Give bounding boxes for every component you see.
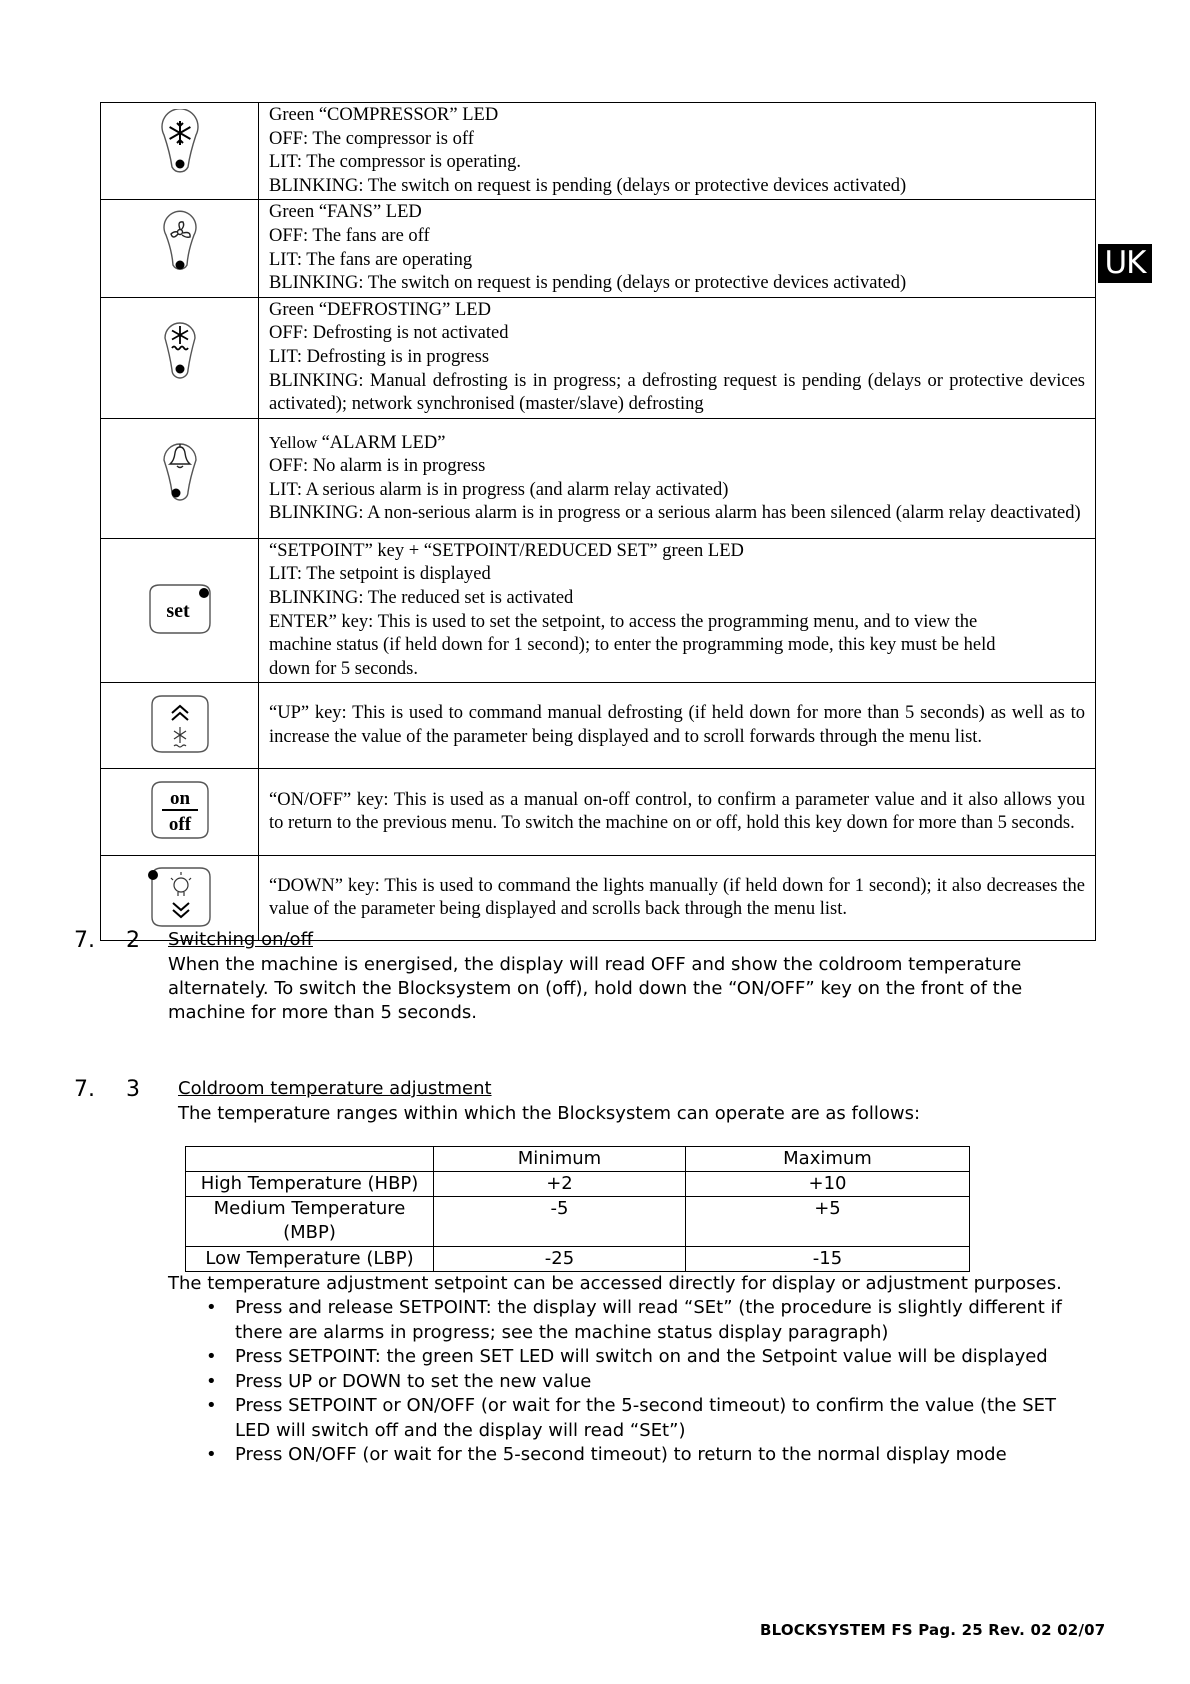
set-key-enter-line-2: machine status (if held down for 1 second); to enter the programming mode, this key must be held — [269, 635, 996, 656]
section-title-switching: Switching on/off — [168, 929, 313, 950]
bullet-dot: • — [206, 1444, 217, 1465]
set-key-description — [259, 538, 1096, 683]
alarm-led-title-prefix: Yellow — [269, 432, 322, 452]
table-header-maximum: Maximum — [686, 1147, 970, 1172]
range-max: +5 — [686, 1197, 970, 1247]
range-max: +10 — [686, 1172, 970, 1197]
range-label: High Temperature (HBP) — [186, 1172, 434, 1197]
procedure-step: Press and release SETPOINT: the display will read “SEt” (the procedure is slightly different if there are alarms in progress; see the machine status display paragraph) — [235, 1297, 1062, 1343]
alarm-led-description — [259, 418, 1096, 538]
switching-line: When the machine is energised, the display will read OFF and show the coldroom temperature — [168, 954, 1022, 975]
fan-led-icon — [150, 207, 210, 287]
set-key-enter-line-3: down for 5 seconds. — [269, 658, 419, 679]
setpoint-procedure-list — [168, 1296, 1068, 1468]
range-label: Medium Temperature (MBP) — [186, 1197, 434, 1247]
table-row — [186, 1247, 970, 1272]
defrost-led-blinking: BLINKING: Manual defrosting is in progress; a defrosting request is pending (delays or protective devices activated); network synchronised (master/slave) defrosting — [269, 370, 1085, 415]
section-number-minor: 3 — [126, 1077, 140, 1102]
list-item — [168, 1394, 1068, 1443]
alarm-led-off: OFF: No alarm is in progress — [269, 456, 486, 477]
up-key-icon — [140, 691, 220, 757]
table-row — [101, 297, 1096, 418]
compressor-led-title: Green “COMPRESSOR” LED — [269, 105, 499, 125]
compressor-led-description — [259, 103, 1096, 200]
list-item — [168, 1370, 1068, 1395]
compressor-snowflake-led-icon — [150, 109, 210, 189]
defrost-led-description — [259, 297, 1096, 418]
alarm-led-lit: LIT: A serious alarm is in progress (and alarm relay activated) — [269, 479, 729, 500]
switching-line: machine for more than 5 seconds. — [168, 1002, 477, 1023]
section-title-temperature: Coldroom temperature adjustment — [178, 1078, 492, 1099]
range-min: -5 — [434, 1197, 686, 1247]
section-number-major: 7. — [74, 1077, 95, 1102]
icon-cell — [101, 683, 259, 769]
down-key-icon — [138, 861, 222, 931]
fans-led-off: OFF: The fans are off — [269, 225, 430, 246]
table-row — [101, 200, 1096, 297]
setpoint-intro: The temperature adjustment setpoint can be accessed directly for display or adjustment purposes. — [168, 1273, 1062, 1294]
defrost-led-title: Green “DEFROSTING” LED — [269, 299, 491, 320]
set-key-blinking: BLINKING: The reduced set is activated — [269, 587, 574, 608]
switching-line: alternately. To switch the Blocksystem on (off), hold down the “ON/OFF” key on the front of the — [168, 978, 1023, 999]
section-number-major: 7. — [74, 928, 95, 953]
off-key-label: off — [168, 814, 191, 836]
procedure-step: Press UP or DOWN to set the new value — [235, 1370, 592, 1392]
bullet-dot: • — [206, 1346, 217, 1367]
list-item — [168, 1296, 1068, 1345]
range-min: -25 — [434, 1247, 686, 1272]
table-row — [186, 1197, 970, 1247]
set-key-enter-line-1: ENTER” key: This is used to set the setpoint, to access the programming menu, and to view the — [269, 611, 978, 632]
icon-cell — [101, 418, 259, 538]
table-header-empty — [186, 1147, 434, 1172]
up-key-text: “UP” key: This is used to command manual defrosting (if held down for more than 5 seconds) as well as to increase the value of the parameter being displayed and to scroll forwards through the menu list. — [269, 703, 1085, 747]
icon-cell — [101, 538, 259, 683]
temperature-range-table — [185, 1146, 970, 1272]
set-key-icon — [138, 579, 222, 639]
table-row — [101, 418, 1096, 538]
bullet-dot: • — [206, 1297, 217, 1318]
table-header-row — [186, 1147, 970, 1172]
compressor-led-blinking: BLINKING: The switch on request is pending (delays or protective devices activated) — [269, 175, 907, 196]
alarm-bell-led-icon — [150, 436, 210, 516]
led-key-table — [100, 102, 1096, 941]
list-item — [168, 1443, 1068, 1468]
section-number-minor: 2 — [126, 928, 140, 953]
defrost-led-lit: LIT: Defrosting is in progress — [269, 346, 490, 367]
table-row — [186, 1172, 970, 1197]
range-label: Low Temperature (LBP) — [186, 1247, 434, 1272]
range-min: +2 — [434, 1172, 686, 1197]
temperature-intro: The temperature ranges within which the Blocksystem can operate are as follows: — [178, 1103, 921, 1124]
switching-paragraph — [168, 953, 1068, 1025]
defrost-led-off: OFF: Defrosting is not activated — [269, 323, 509, 344]
set-key-lit: LIT: The setpoint is displayed — [269, 564, 491, 585]
icon-cell — [101, 297, 259, 418]
defrost-led-icon — [150, 316, 210, 396]
icon-cell — [101, 769, 259, 856]
language-tab-uk: UK — [1098, 244, 1152, 283]
icon-cell — [101, 200, 259, 297]
icon-cell — [101, 103, 259, 200]
alarm-led-title — [269, 431, 1085, 456]
table-row — [101, 683, 1096, 769]
table-row — [101, 769, 1096, 856]
table-header-minimum: Minimum — [434, 1147, 686, 1172]
set-key-title: “SETPOINT” key + “SETPOINT/REDUCED SET” green LED — [269, 540, 744, 561]
fans-led-lit: LIT: The fans are operating — [269, 249, 473, 270]
on-key-label: on — [169, 788, 190, 810]
page-footer: BLOCKSYSTEM FS Pag. 25 Rev. 02 02/07 — [760, 1621, 1106, 1639]
fans-led-description — [259, 200, 1096, 297]
alarm-led-blinking: BLINKING: A non-serious alarm is in progress or a serious alarm has been silenced (alarm relay deactivated) — [269, 503, 1081, 524]
up-key-description — [259, 683, 1096, 769]
procedure-step: Press ON/OFF (or wait for the 5-second timeout) to return to the normal display mode — [235, 1444, 1007, 1465]
list-item — [168, 1345, 1068, 1370]
fans-led-blinking: BLINKING: The switch on request is pending (delays or protective devices activated) — [269, 273, 907, 294]
compressor-led-lit: LIT: The compressor is operating. — [269, 152, 522, 173]
procedure-step: Press SETPOINT or ON/OFF (or wait for the 5-second timeout) to confirm the value (the SET LED will switch off and the display will read “SEt”) — [235, 1395, 1057, 1441]
compressor-led-off: OFF: The compressor is off — [269, 128, 474, 149]
table-row — [101, 538, 1096, 683]
table-row — [101, 103, 1096, 200]
fans-led-title: Green “FANS” LED — [269, 202, 422, 223]
on-off-key-text: “ON/OFF” key: This is used as a manual on-off control, to confirm a parameter value and it also allows you to return to the previous menu. To switch the machine on or off, hold this key down for more than 5 seconds. — [269, 789, 1085, 834]
down-key-text: “DOWN” key: This is used to command the lights manually (if held down for 1 second); it also decreases the value of the parameter being displayed and scrolls back through the menu list. — [269, 875, 1085, 920]
procedure-step: Press SETPOINT: the green SET LED will switch on and the Setpoint value will be displayed — [235, 1346, 1048, 1367]
on-off-key-description — [259, 769, 1096, 856]
set-key-label: set — [165, 599, 190, 622]
on-off-key-icon — [140, 777, 220, 843]
range-max: -15 — [686, 1247, 970, 1272]
alarm-led-title-main: “ALARM LED” — [321, 432, 446, 453]
down-key-description — [259, 856, 1096, 941]
bullet-dot: • — [206, 1395, 217, 1416]
bullet-dot: • — [206, 1370, 217, 1392]
